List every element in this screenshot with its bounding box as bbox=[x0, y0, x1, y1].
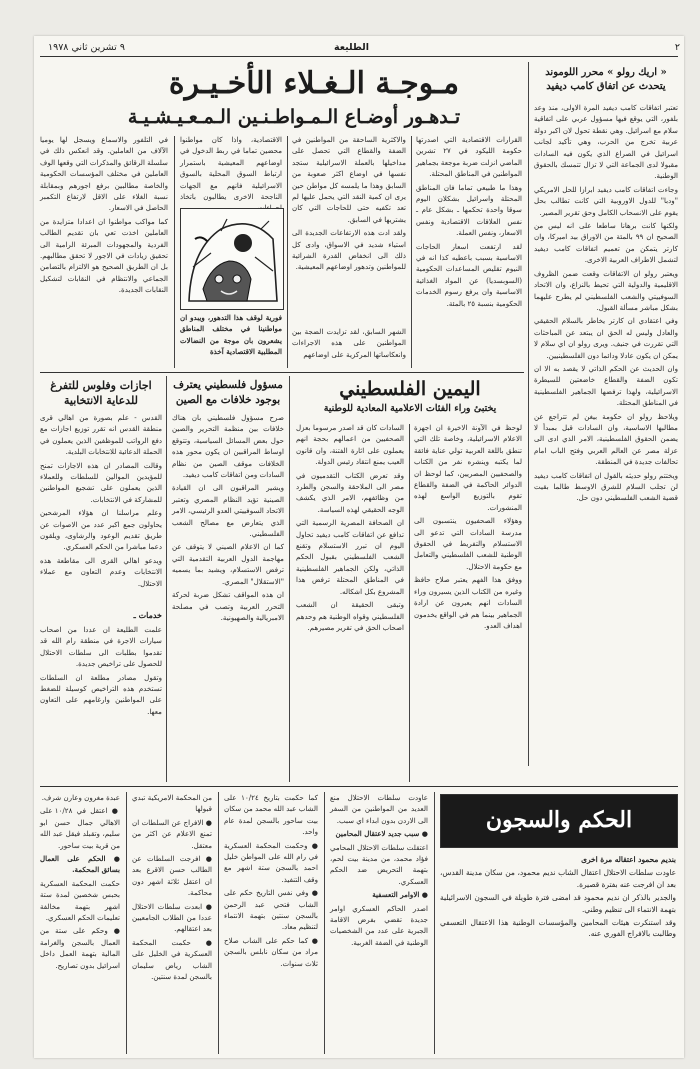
section-rule bbox=[40, 372, 524, 373]
column-divider bbox=[411, 136, 412, 368]
yamin-col-2: السادات كان قد اصدر مرسوما بعزل الصحفيين من اعمالهم بحجة انهم يعملون على اثارة الفتنة، وان قانون العيب يمنع انتقاد رئيس الدولة. وقد تعرض الكتاب التقدميون في مصر الى الملاحقة والسجن والطرد من وظائفهم، الامر الذي يكشف الوجه الحقيقي لهذه السياسة. ان الصحافة المصرية الرسمية التي تدافع عن اتفاقات كامب ديفيد تحاول اليوم ان تبرر الاستسلام وتقنع الشعب الفلسطيني بقبول الحكم الذاتي، ولكن الجماهير الفلسطينية في المناطق المحتلة ترفض هذا المشروع بكل اشكاله. وتبقى الحقيقة ان الشعب الفلسطيني وقواه الوطنية هم وحدهم اصحاب الحق في تقرير مصيرهم. bbox=[296, 423, 404, 632]
cartoon-drawing bbox=[181, 209, 283, 309]
column-divider bbox=[174, 136, 175, 368]
short-news-body: علمت الطليعة ان عددا من اصحاب سيارات الاجرة في منطقة رام الله قد تقدموا بطلبات الى سلطات الاحتلال للحصول على تراخيص جديدة. وتقول مصادر مطلعة ان السلطات تستخدم هذه التراخيص كوسيلة للضغط على المواطنين وارغامهم على التعاون معها. bbox=[40, 625, 162, 716]
yamin-subtitle: يختبئ وراء الفئات الاعلامية المعادية للوطنية bbox=[323, 403, 497, 414]
bottom-col-b: كما حكمت بتاريخ ١٠/٢٤ على الشاب عبد الله محمد من سكان بيت ساحور بالسجن لمدة عام واحد. ● وحكمت المحكمة العسكرية في رام الله على المواطن خليل احمد بالسجن ستة اشهر مع وقف التنفيذ. ● وفي نفس التاريخ حكم على الشاب فتحي عبد الرحمن بالسجن سنتين بتهمة الانتماء لتنظيم معاد. ● كما حكم على الشاب صلاح مراد من سكان نابلس بالسجن ثلاث سنوات. bbox=[224, 793, 319, 968]
leave-body: القدس - علم بصورة من اهالي قرى منطقة القدس انه تقرر توزيع اجازات مع دفع الرواتب للموظفين الذين يعملون في الحملة الدعائية للانتخابات البلدية. وقالت المصادر ان هذه الاجازات تمنح للمؤيدين الموالين للسلطات وللعملاء الذين يعملون على تشجيع المواطنين للمشاركة في الانتخابات. وعلم مراسلنا ان هؤلاء المرشحين يحاولون جمع اكبر عدد من الاصوات عن طريق تقديم الوعود والرشاوى، ويلقون دعما مباشرا من الحكم العسكري. ويدعو اهالي القرى الى مقاطعة هذه الانتخابات وعدم التعاون مع عملاء الاحتلال. bbox=[40, 413, 162, 588]
leave-title: اجازات وفلوس للتفرغ للدعاية الانتخابية bbox=[50, 379, 152, 407]
side-article-title: « اريك رولو » محرر اللوموند يتحدث عن اتفاق كامب ديفيد bbox=[545, 67, 667, 92]
column-divider bbox=[434, 792, 435, 1054]
bottom-col-a: عاودت سلطات الاحتلال منع العديد من المواطنين من السفر الى الاردن بدون ابداء اي سبب. ● سبب جديد لاعتقال المحامين اعتقلت سلطات الاحتلال المحامي فؤاد محمد، من مدينة بيت لحم، بتهمة التحريض ضد الحكم العسكري. ● الاوامر التعسفية اصدر الحاكم العسكري اوامر جديدة تقضي بفرض الاقامة الجبرية على عدد من الشخصيات الوطنية في الضفة الغربية. bbox=[330, 793, 428, 947]
side-article-body: تعتبر اتفاقات كامب ديفيد المرة الاولى، منذ وعد بلفور، التي يوقع فيها مسؤول عربي على اتفاقية سلام مع اسرائيل. وهي نقطة تحول لان اكبر دولة عربية تخرج من الحرب، وهي تأكيد لجانب اسرائيل في الصراع الذي يكون فيه السادات مقبولا لدى الجماعة التي لا تزال تتمسك بالحقوق الوطنية. وجاءت اتفاقات كامب ديفيد ابرازا للحل الامريكي "ودبا" للدول الاوروبية التي كانت تطالب بحل يقوم على الانسحاب الكامل وحق تقرير المصير. ولكنها كانت برهانا ساطعا على انه ليس من الصحيح ان ٩٩ بالمئة من الاوراق بيد اميركا، وان كارتر يتمكن من تعميم اتفاقات كامب ديفيد لتشمل الاطراف العربية الاخرى. ويعتبر رولو ان الاتفاقات وقعت ضمن الظروف الاقليمية والدولية التي تحيط بالنزاع، وان الاتحاد السوفييتي والشعب الفلسطيني لم يطرح عليهما بشكل مباشر مسألة القبول. وفي اعتقادي ان كارتر يخاطر بالسلام الحقيقي والعادل وليس له الحق ان يبتعد عن المباحثات التي تقررت في جنيف. ويرى رولو ان اي سلام لا يمكن ان يكون عادلا ودائما دون الفلسطينيين. وان الحديث عن الحكم الذاتي لا يقصد به الا ان تكون الضفة والقطاع خاضعتين للسيطرة الاسرائيلية، ولهذا ترفضها الجماهير الفلسطينية في المناطق المحتلة. ويلاحظ رولو ان حكومة بيغن لم تتراجع عن مطالبها الاساسية، وان السادات قبل بمبدأ لا يضمن الحقوق الفلسطينية، الامر الذي ادى الى عزلة مصر عن العالم العربي وفتح الباب امام تحالفات جديدة في المنطقة. ويختتم رولو حديثه بالقول ان اتفاقات كامب ديفيد لن تجلب السلام للشرق الاوسط طالما بقيت قضية الشعب الفلسطيني دون حل. bbox=[534, 103, 678, 503]
official-title: مسؤول فلسطيني يعترف بوجود خلافات مع الصين bbox=[173, 379, 283, 406]
section-rule bbox=[40, 786, 678, 787]
column-divider bbox=[287, 136, 288, 368]
main-article-col-1: القرارات الاقتصادية التي اصدرتها حكومة الليكود في ٢٧ تشرين الماضي انزلت ضربة موجعة بجماهير المواطنين في المناطق المحتلة. وهذا ما طبيعي تماما فان المناطق المحتلة واسرائيل بشكلان اليوم سوقا واحدة تحكمها ـ بشكل عام ـ نفس العلاقات الاقتصادية ونفس الاسعار، ونفس العملة. لقد ارتفعت اسعار الحاجات الاساسية بسبب باعطيه كذا انه في النيوم تقليص المساعدات الحكومية (السوبسديا) عن المواد الغذائية الاساسية وان يرفع رسوم الخدمات الحكومية بنسبة ٢٥ بالمئة. bbox=[416, 135, 522, 308]
column-divider bbox=[409, 424, 410, 782]
official-body: صرح مسؤول فلسطيني بان هناك خلافات بين منظمة التحرير والصين حول بعض المسائل السياسية، وتتوقع اوساط المراقبين ان يكون محور هذه الخلافات موقف الصين من نظام السادات ومن اتفاقات كامب ديفيد. ويشير المراقبون الى ان القيادة الصينية تؤيد النظام المصري وتعتبر الاتحاد السوفييتي العدو الرئيسي، الامر الذي يتعارض مع مصالح الشعب الفلسطيني. كما ان الاعلام الصيني لا يتوقف عن مهاجمة الدول العربية التقدمية التي ترفض الاستسلام، ويشيد بما يسميه "الاستقلال" المصري. ان هذه المواقف تشكل ضربة لحركة التحرر العربية وتصب في مصلحة الامبريالية والصهيونية. bbox=[172, 413, 284, 622]
main-article-col-2: والاكثرية الساحقة من المواطنين في الضفة والقطاع التي تحصل على مداخيلها بالعملة الاسرائيلية ستجد نفسها في اوضاع اكثر صعوبة من السابق وهذا ما يلمسه كل مواطن حين يرى ان كمية النقد التي يحمل عليها لم تعد تكفيه حتى للحاجات التي كان يشتريها في السابق. ولقد ادت هذه الارتفاعات الجديدة الى استياء شديد في الاسواق، وادى كل ذلك الى انخفاض القدرة الشرائية للمواطنين وتدهور اوضاعهم المعيشية. bbox=[292, 135, 406, 272]
issue-date: ٩ تشرين ثاني ١٩٧٨ bbox=[48, 42, 125, 53]
cartoon-caption: فورية لوقف هذا التدهور، ويبدو ان مواطنينا في مختلف المناطق يشعرون بان موجة من النضالات المطلبية الاقتصادية آخذة bbox=[180, 313, 282, 357]
publication-name: الطليعة bbox=[334, 42, 369, 53]
main-article-col-4: في التلفور والاسماع ويسجل لها يوميا الآلاف من العاملين. وقد انعكس ذلك في سلسلة الرقائق والمذكرات التي وقعها الوف العاملين في مختلف المؤسسات الحكومية والخاصة مطالبين برفع اجورهم وبمقابلة نسبة الغلاء على الاقل لارتفاع التكمبر الحاصل في الاسعار. كما مواكب مواطنوا ان اعدادا متزايدة من العاملين اخذت تعي بان تقديم الطالب الفردية والمجهودات المبرئة الرامية الى تحقيق زيادات في الاجور لا تحقق مطالبهم. بل ان الطريق الصحيح هو الالتزام بالتضامن الجماعي والانتظام في النقابات لتشكيل النقابات الجديدة. bbox=[40, 135, 168, 295]
yamin-col-1: لوحظ في الآونة الاخيرة ان اجهزة الاعلام الاسرائيلية، وخاصة تلك التي تنطق باللغة العربية تولي عناية فائقة لما يكتبه وينشره نفر من الكتاب والصحفيين المصريين، كما لوحظ ان الدوائر الحاكمة في الضفة والقطاع تقوم بالتوزيع الواسع لهذه المنشورات. وهؤلاء الصحفيون ينتسبون الى مدرسة السادات التي تدعو الى الاستسلام والتفريط في الحقوق الوطنية للشعب الفلسطيني والتعامل مع حكومة الاحتلال. ووفق هذا الفهم يعتبر صلاح حافظ وغيره من الكتاب الذين يسيرون وراء السادات انهم يعبرون عن ارادة الجماهير بينما هم في الواقع يخدمون اهداف العدو. bbox=[414, 423, 522, 630]
yamin-title: اليمين الفلسطيني bbox=[339, 378, 481, 400]
main-headline: مـوجـة الـغـلاء الأخـيـرة bbox=[168, 66, 460, 101]
short-news-title: خدمات ـ bbox=[133, 610, 162, 620]
column-divider bbox=[528, 62, 529, 766]
page-header bbox=[34, 36, 684, 58]
column-divider bbox=[324, 792, 325, 1054]
main-subheadline: تـدهـور أوضـاع الـمـواطـنـين الـمـعـيـشـيـة bbox=[127, 106, 461, 128]
column-divider bbox=[126, 792, 127, 1054]
prisons-title-box bbox=[440, 794, 678, 848]
main-article-col-3: الاقتصادية، واذا كان مواطنوا محضين تماما في ربط الدخول في اوضاعهم المعيشية باستمرار ارتباط السوق المحلية بالسوق الاسرائيلية فانهم مع الجهات الناجحة الاخرى يطالبون باتخاذ bbox=[180, 135, 282, 202]
prisons-title: الحكم والسجون bbox=[485, 807, 633, 833]
newspaper-page bbox=[34, 36, 684, 1058]
caption-continued: الشهر السابق، لقد تزايدت الضجة بين المواطنين على هذه الاجراءات وانعكاساتها المركزية على اوضاعهم bbox=[292, 327, 406, 359]
column-divider bbox=[218, 792, 219, 1054]
page-number: ٢ bbox=[674, 42, 680, 53]
header-rule bbox=[40, 56, 678, 57]
bottom-col-c: من المحكمة الامريكية تبدي قبولها ● الافراج عن السلطات ان تمنع الاعلام عن اكثر من معتقل. ● افرجت السلطات عن الطالب حسن الاقرع بعد ان اعتقل ثلاثة اشهر دون محاكمة. ● ابعدت سلطات الاحتلال عددا من الطلاب الجامعيين بعد اعتقالهم. ● حكمت المحكمة العسكرية في الخليل على الشاب رياض سليمان بالسجن لمدة سنتين. bbox=[132, 793, 212, 982]
column-divider bbox=[289, 376, 290, 782]
prisons-body: بنديم محمود اعتقاله مرة اخرى عاودت سلطات الاحتلال اعتقال الشاب نديم محمود، من سكان مدينة القدس، بعد ان افرجت عنه بفترة قصيرة. والجدير بالذكر ان نديم محمود قد امضى فترة طويلة في السجون الاسرائيلية بتهمة الانتماء الى تنظيم وطني. وقد استنكرت هيئات المحامين والمؤسسات الوطنية هذا الاعتقال التعسفي وطالبت بالافراج الفوري عنه. bbox=[440, 855, 676, 939]
bottom-col-d: عبدة مغرون وعارن شرف. ● اعتقل في ١٠/٢٨ على الاهالي جمال حسن ابو سليم، وتقبلد فيقل عبد الله من قرية بيت ساحور. ● الحكم على العمال بسائق المحكمة. حكمت المحكمة العسكرية بحبس شخصين لمدة ستة اشهر بتهمة مخالفة تعليمات الحكم العسكري. ● وحكم على ستة من العمال بالسجن والغرامة المالية بتهمة العمل داخل اسرائيل بدون تصاريح. bbox=[40, 793, 120, 970]
column-divider bbox=[166, 376, 167, 782]
cartoon-illustration bbox=[180, 208, 284, 310]
